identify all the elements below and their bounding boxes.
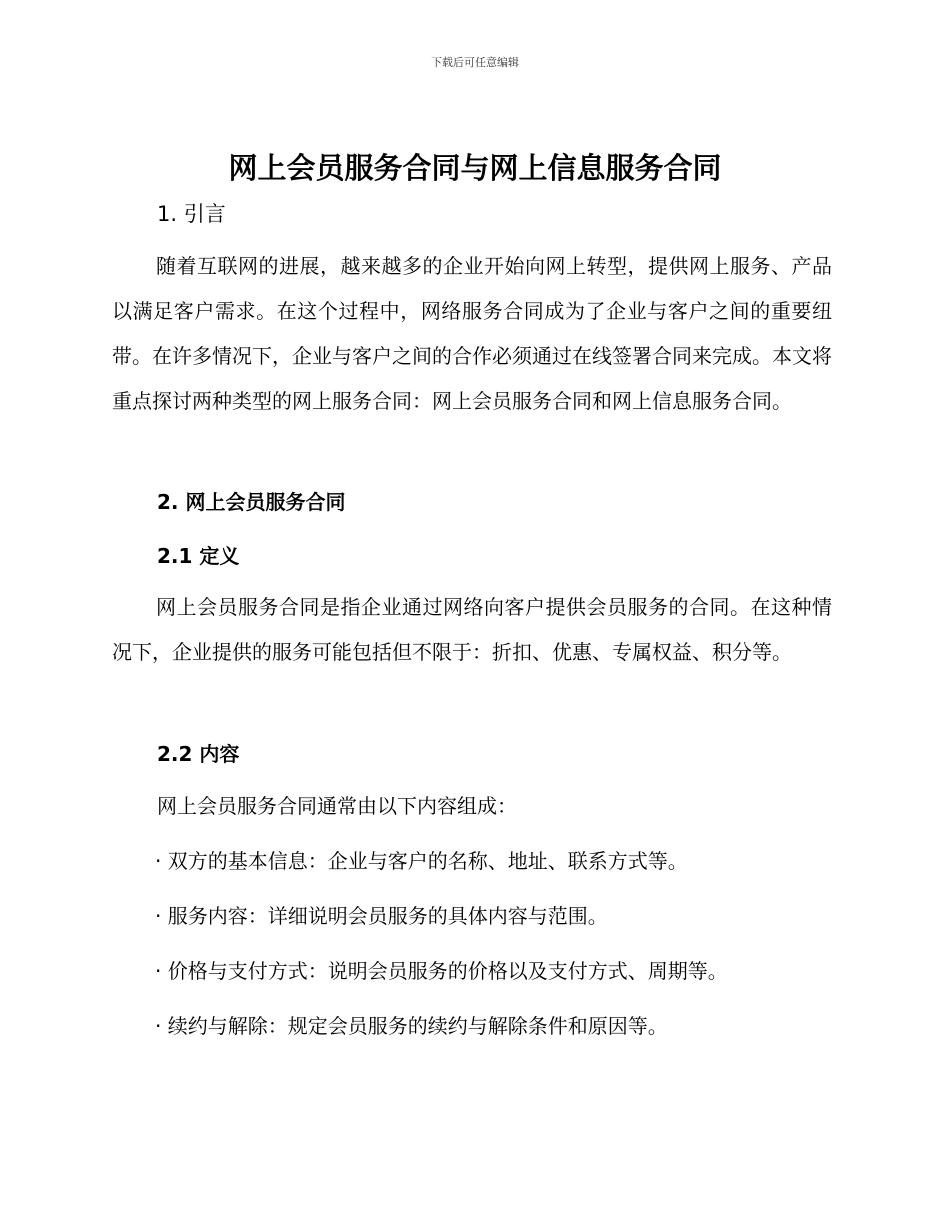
- list-item: · 续约与解除：规定会员服务的续约与解除条件和原因等。: [155, 1014, 668, 1038]
- list-item: · 双方的基本信息：企业与客户的名称、地址、联系方式等。: [155, 849, 688, 873]
- section-heading-intro: 1. 引言: [157, 202, 226, 226]
- document-title: 网上会员服务合同与网上信息服务合同: [228, 151, 722, 185]
- definition-paragraph: 网上会员服务合同是指企业通过网络向客户提供会员服务的合同。在这种情况下，企业提供的服务可能包括但不限于：折扣、优惠、专属权益、积分等。: [112, 595, 832, 664]
- list-item: · 服务内容：详细说明会员服务的具体内容与范围。: [155, 904, 608, 928]
- list-item: · 价格与支付方式：说明会员服务的价格以及支付方式、周期等。: [155, 959, 728, 983]
- subsection-heading-definition: 2.1 定义: [157, 544, 240, 568]
- content-intro: 网上会员服务合同通常由以下内容组成：: [157, 794, 517, 818]
- page-header-note: 下载后可任意编辑: [431, 56, 519, 69]
- section-heading-member-contract: 2. 网上会员服务合同: [157, 490, 346, 514]
- subsection-heading-content: 2.2 内容: [157, 742, 240, 766]
- intro-paragraph: 随着互联网的进展，越来越多的企业开始向网上转型，提供网上服务、产品以满足客户需求。在这个过程中，网络服务合同成为了企业与客户之间的重要纽带。在许多情况下，企业与客户之间的合作必须通过在线签署合同来完成。本文将重点探讨两种类型的网上服务合同：网上会员服务合同和网上信息服务合同。: [112, 254, 832, 413]
